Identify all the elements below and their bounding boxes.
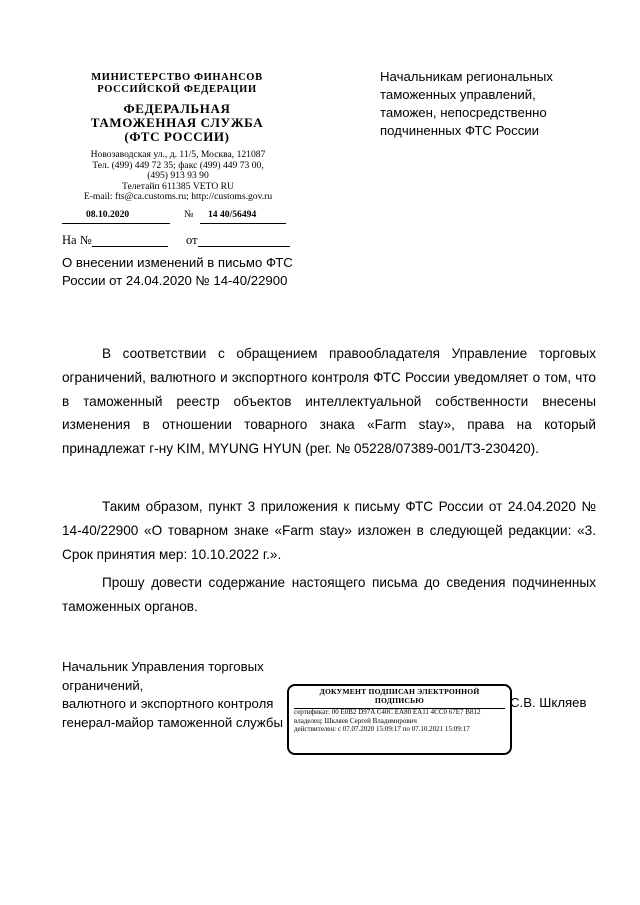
letter-subject: О внесении изменений в письмо ФТС России от 24.04.2020 № 14-40/22900 [62,255,293,288]
outgoing-date: 08.10.2020 [86,209,130,220]
reference-date-blank [198,246,290,247]
reference-number-blank [92,246,168,247]
number-symbol: № [184,209,194,220]
address-line: E-mail: fts@ca.customs.ru; http://customs.gov.ru [83,191,273,203]
address-line: (495) 913 93 90 [147,170,209,182]
body-paragraph: В соответствии с обращением правообладателя Управление торговых ограничений, валютного и экспортного контроля ФТС России уведомляет о том, что в таможенный реестр объектов интеллектуальной собственности внесены изменения в отношении товарного знака «Farm stay», права на который принадлежат г-ну KIM, MYUNG HYUN (рег. № 05228/07389-001/ТЗ-230420). [62,346,596,457]
stamp-divider [294,708,505,709]
service-name: ФЕДЕРАЛЬНАЯ ТАМОЖЕННАЯ СЛУЖБА (ФТС РОССИИ) [90,101,264,144]
address-line: Телетайп 611385 VETO RU [122,180,234,192]
addressee: Начальникам региональных таможенных управлений, таможен, непосредственно подчиненных ФТС России [380,69,553,138]
signer-name: С.В. Шкляев [510,695,587,710]
e-signature-stamp [287,684,512,755]
signer-position-line: генерал-майор таможенной службы [62,714,283,730]
address-line: Новозаводская ул., д. 11/5, Москва, 121087 [90,149,266,160]
stamp-certificate: сертификат: 00 E0B2 D97A C40C EA80 EA11 4CC0 67E7 B812 [294,708,481,717]
service-address [66,150,290,203]
signer-position [62,658,302,732]
stamp-title: ДОКУМЕНТ ПОДПИСАН ЭЛЕКТРОННОЙ ПОДПИСЬЮ [319,687,480,705]
reference-date-label: от [186,233,198,247]
body-paragraph: Таким образом, пункт 3 приложения к письму ФТС России от 24.04.2020 № 14-40/22900 «О товарном знаке «Farm stay» изложен в следующей редакции: «3. Срок принятия мер: 10.10.2022 г.». [62,499,596,562]
ministry-name: МИНИСТЕРСТВО ФИНАНСОВ РОССИЙСКОЙ ФЕДЕРАЦИИ [91,72,263,95]
body-paragraph: Прошу довести содержание настоящего письма до сведения подчиненных таможенных органов. [62,575,596,614]
number-underline [200,223,286,224]
signer-position-line: валютного и экспортного контроля [62,696,274,711]
stamp-owner: владелец: Шкляев Сергей Владимирович [294,716,417,725]
signer-position-line: Начальник Управления торговых ограничений, [62,659,264,693]
outgoing-number: 14 40/56494 [208,209,257,220]
address-line: Тел. (499) 449 72 35; факс (499) 449 73 00, [92,159,264,171]
date-underline [62,223,170,224]
stamp-validity: действителен: с 07.07.2020 15:09:17 по 07.10.2021 15:09:17 [294,725,470,733]
reference-number-label: На № [62,233,92,247]
